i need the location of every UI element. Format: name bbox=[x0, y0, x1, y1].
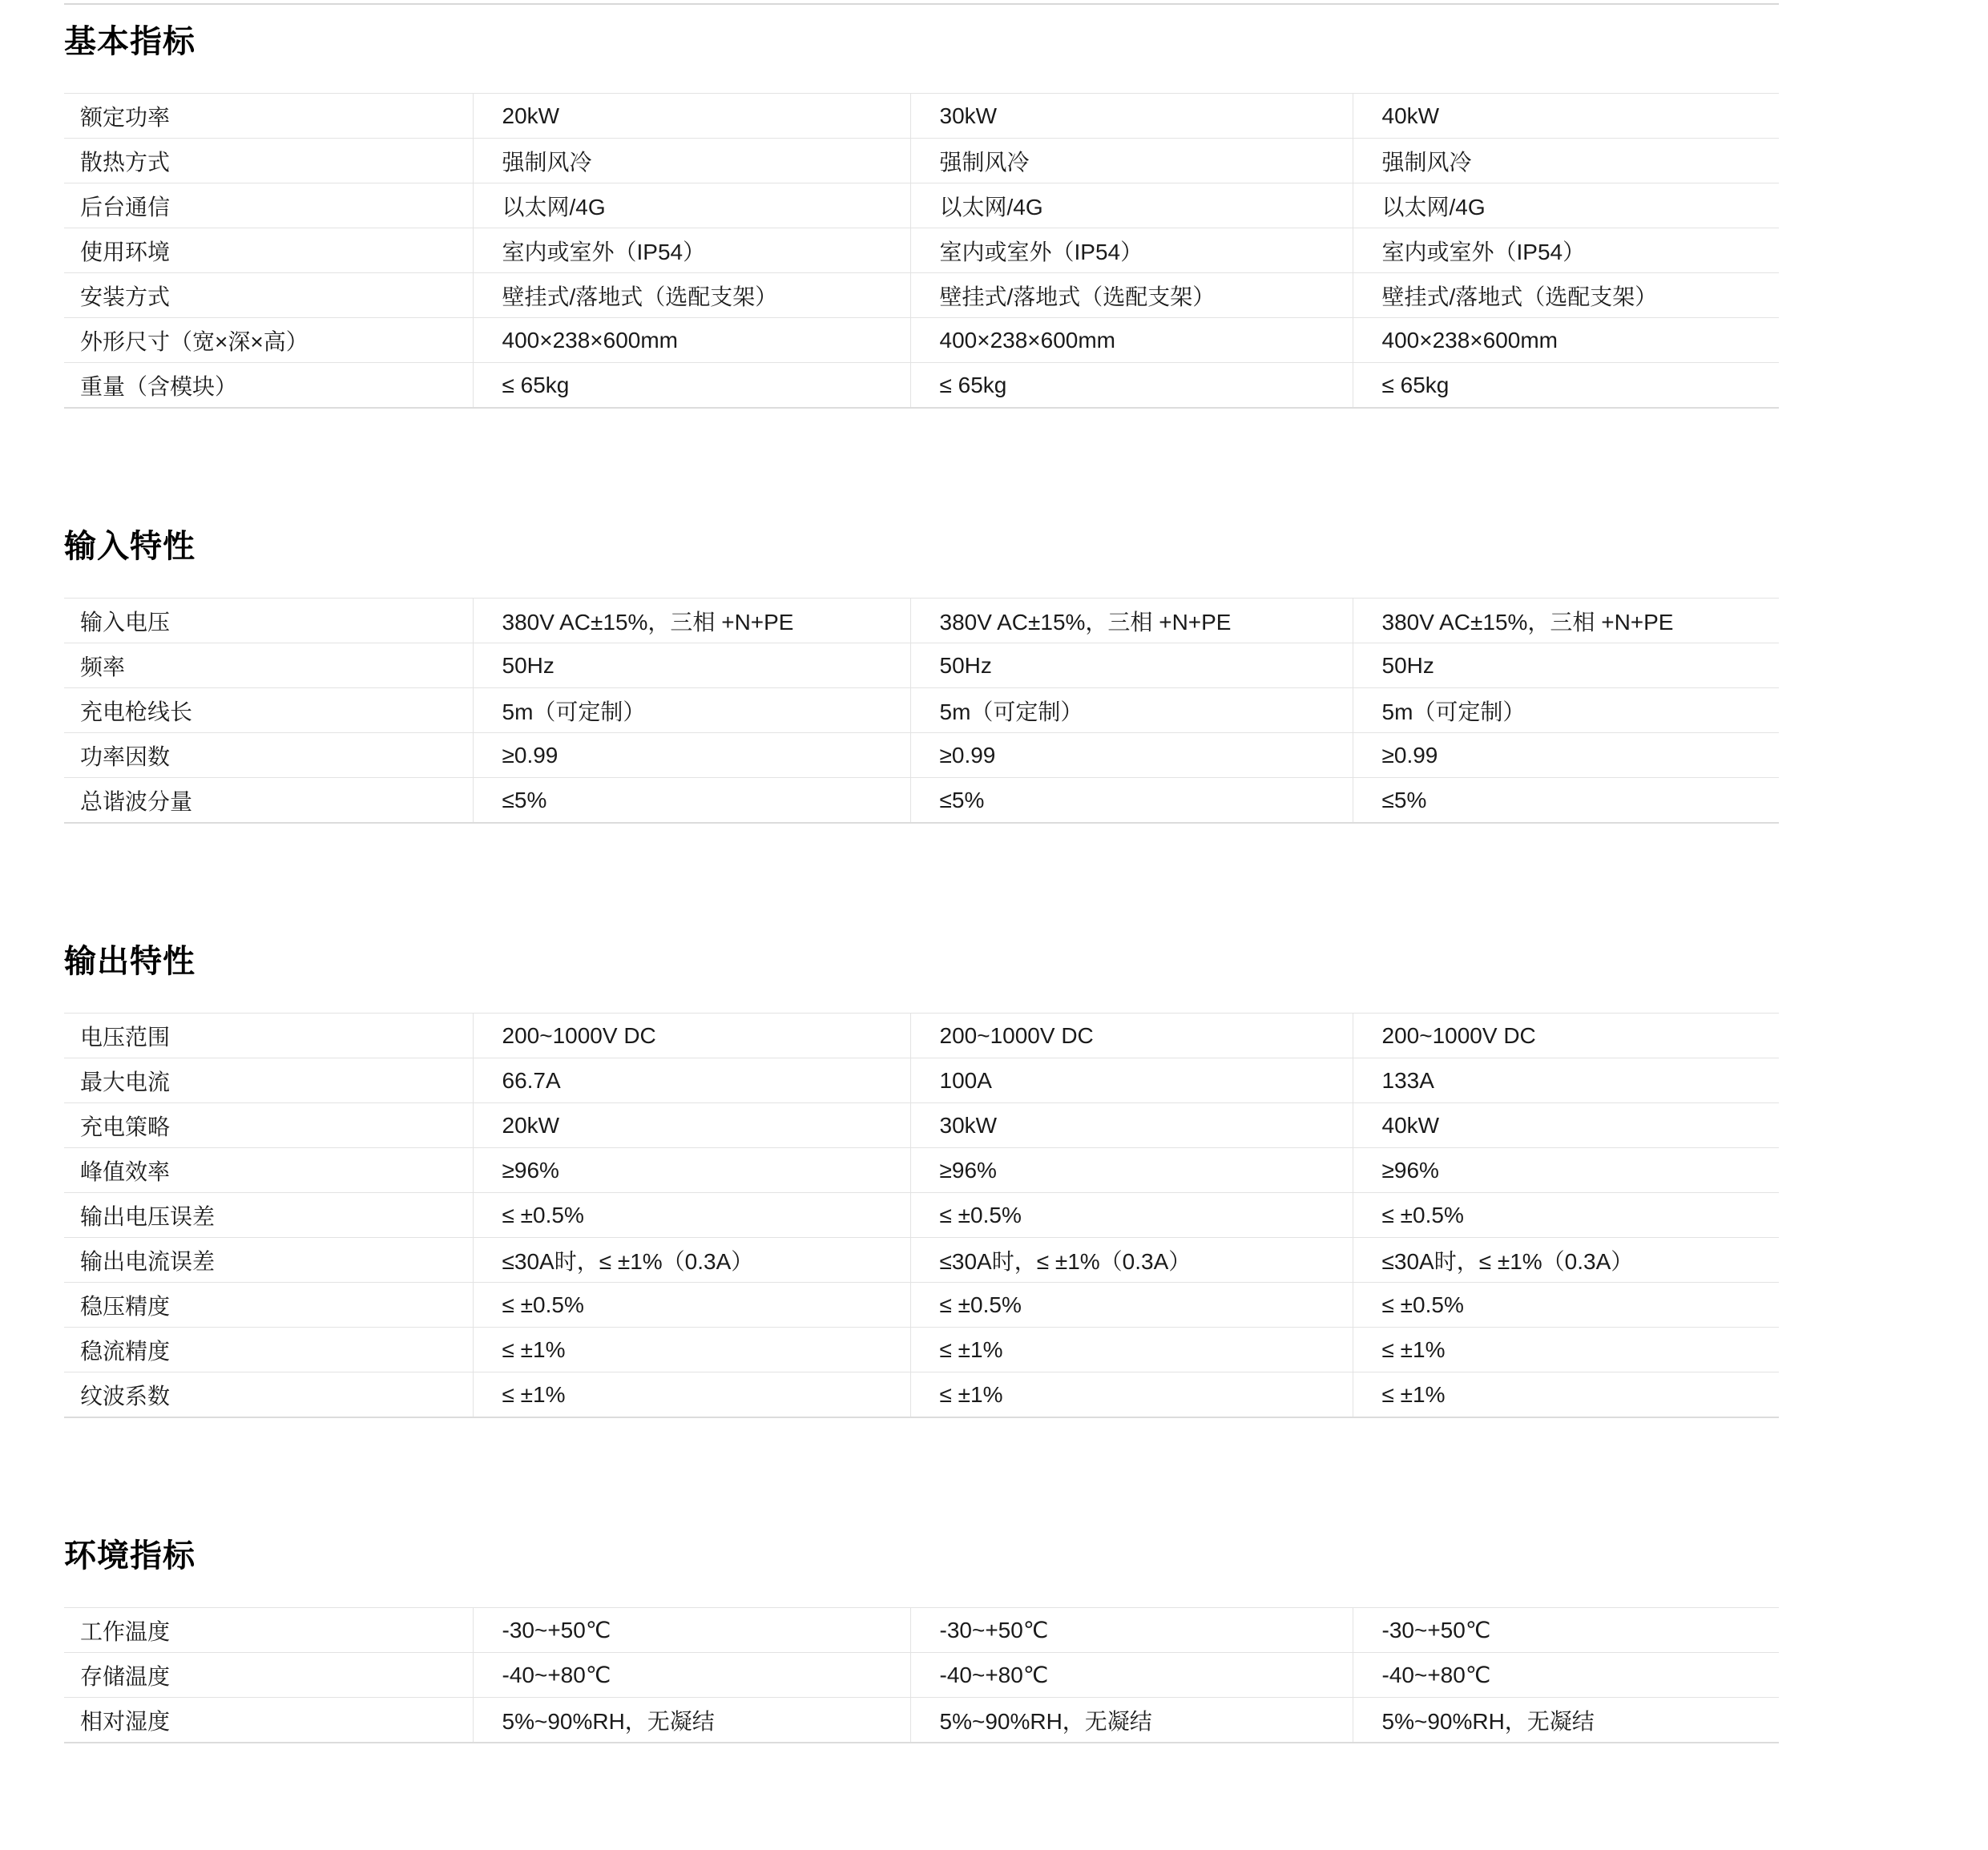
spec-value: 30kW bbox=[910, 1103, 1353, 1148]
section-title: 基本指标 bbox=[64, 24, 196, 59]
spec-value: 20kW bbox=[473, 94, 910, 139]
spec-row bbox=[64, 1014, 1779, 1058]
spec-label: 使用环境 bbox=[64, 228, 473, 273]
spec-label: 输出电压误差 bbox=[64, 1193, 473, 1238]
spec-section bbox=[64, 1538, 1779, 1743]
spec-value: ≤30A时，≤ ±1%（0.3A） bbox=[1353, 1238, 1779, 1283]
spec-document bbox=[64, 3, 1779, 1743]
spec-value: -40~+80℃ bbox=[1353, 1653, 1779, 1698]
spec-value: ≤ ±0.5% bbox=[1353, 1193, 1779, 1238]
top-divider bbox=[64, 3, 1779, 5]
spec-row bbox=[64, 139, 1779, 183]
spec-row bbox=[64, 1238, 1779, 1283]
spec-label: 充电枪线长 bbox=[64, 688, 473, 733]
spec-row bbox=[64, 1103, 1779, 1148]
spec-label: 输入电压 bbox=[64, 599, 473, 643]
spec-label: 外形尺寸（宽×深×高） bbox=[64, 318, 473, 363]
spec-value: ≤5% bbox=[473, 778, 910, 824]
spec-value: -40~+80℃ bbox=[473, 1653, 910, 1698]
spec-value: 强制风冷 bbox=[1353, 139, 1779, 183]
section-title: 环境指标 bbox=[64, 1538, 196, 1574]
spec-row bbox=[64, 599, 1779, 643]
spec-value: 380V AC±15%，三相 +N+PE bbox=[1353, 599, 1779, 643]
spec-value: 380V AC±15%，三相 +N+PE bbox=[910, 599, 1353, 643]
spec-table bbox=[64, 598, 1779, 824]
spec-row bbox=[64, 1193, 1779, 1238]
spec-value: 400×238×600mm bbox=[473, 318, 910, 363]
spec-value: 5%~90%RH，无凝结 bbox=[1353, 1698, 1779, 1743]
spec-label: 散热方式 bbox=[64, 139, 473, 183]
spec-row bbox=[64, 94, 1779, 139]
spec-value: 400×238×600mm bbox=[910, 318, 1353, 363]
spec-label: 存储温度 bbox=[64, 1653, 473, 1698]
spec-label: 输出电流误差 bbox=[64, 1238, 473, 1283]
spec-row bbox=[64, 183, 1779, 228]
spec-value: ≤ 65kg bbox=[1353, 363, 1779, 409]
spec-value: 室内或室外（IP54） bbox=[910, 228, 1353, 273]
spec-row bbox=[64, 1653, 1779, 1698]
spec-table bbox=[64, 1013, 1779, 1418]
spec-label: 电压范围 bbox=[64, 1014, 473, 1058]
spec-label: 额定功率 bbox=[64, 94, 473, 139]
spec-row bbox=[64, 643, 1779, 688]
spec-value: 室内或室外（IP54） bbox=[473, 228, 910, 273]
spec-section bbox=[64, 529, 1779, 824]
spec-value: 200~1000V DC bbox=[910, 1014, 1353, 1058]
spec-value: 5%~90%RH，无凝结 bbox=[473, 1698, 910, 1743]
spec-label: 安装方式 bbox=[64, 273, 473, 318]
spec-label: 峰值效率 bbox=[64, 1148, 473, 1193]
spec-row bbox=[64, 1372, 1779, 1418]
spec-value: 50Hz bbox=[1353, 643, 1779, 688]
spec-value: 5m（可定制） bbox=[910, 688, 1353, 733]
spec-label: 重量（含模块） bbox=[64, 363, 473, 409]
spec-value: 壁挂式/落地式（选配支架） bbox=[473, 273, 910, 318]
spec-row bbox=[64, 318, 1779, 363]
spec-value: ≤ ±1% bbox=[473, 1328, 910, 1372]
spec-row bbox=[64, 1328, 1779, 1372]
spec-value: ≤ ±1% bbox=[473, 1372, 910, 1418]
spec-value: 壁挂式/落地式（选配支架） bbox=[1353, 273, 1779, 318]
spec-label: 功率因数 bbox=[64, 733, 473, 778]
spec-value: ≤ 65kg bbox=[910, 363, 1353, 409]
spec-value: ≥96% bbox=[473, 1148, 910, 1193]
spec-value: -30~+50℃ bbox=[1353, 1608, 1779, 1653]
spec-row bbox=[64, 1058, 1779, 1103]
spec-value: 40kW bbox=[1353, 94, 1779, 139]
spec-value: ≥96% bbox=[910, 1148, 1353, 1193]
spec-label: 稳压精度 bbox=[64, 1283, 473, 1328]
spec-value: 380V AC±15%，三相 +N+PE bbox=[473, 599, 910, 643]
spec-row bbox=[64, 228, 1779, 273]
section-title: 输入特性 bbox=[64, 529, 196, 564]
spec-row bbox=[64, 1698, 1779, 1743]
spec-value: 20kW bbox=[473, 1103, 910, 1148]
spec-label: 后台通信 bbox=[64, 183, 473, 228]
spec-label: 相对湿度 bbox=[64, 1698, 473, 1743]
spec-label: 稳流精度 bbox=[64, 1328, 473, 1372]
spec-value: ≤30A时，≤ ±1%（0.3A） bbox=[473, 1238, 910, 1283]
spec-table bbox=[64, 93, 1779, 409]
spec-value: ≤5% bbox=[1353, 778, 1779, 824]
spec-value: 30kW bbox=[910, 94, 1353, 139]
spec-row bbox=[64, 1608, 1779, 1653]
spec-value: 壁挂式/落地式（选配支架） bbox=[910, 273, 1353, 318]
spec-row bbox=[64, 273, 1779, 318]
spec-label: 工作温度 bbox=[64, 1608, 473, 1653]
spec-label: 频率 bbox=[64, 643, 473, 688]
spec-row bbox=[64, 688, 1779, 733]
spec-table bbox=[64, 1607, 1779, 1743]
spec-value: 40kW bbox=[1353, 1103, 1779, 1148]
spec-value: 5m（可定制） bbox=[1353, 688, 1779, 733]
spec-value: 以太网/4G bbox=[910, 183, 1353, 228]
spec-value: -40~+80℃ bbox=[910, 1653, 1353, 1698]
section-title: 输出特性 bbox=[64, 944, 196, 979]
spec-value: 以太网/4G bbox=[1353, 183, 1779, 228]
spec-row bbox=[64, 778, 1779, 824]
spec-value: 室内或室外（IP54） bbox=[1353, 228, 1779, 273]
spec-label: 充电策略 bbox=[64, 1103, 473, 1148]
spec-value: 200~1000V DC bbox=[1353, 1014, 1779, 1058]
spec-value: 5%~90%RH，无凝结 bbox=[910, 1698, 1353, 1743]
spec-row bbox=[64, 1283, 1779, 1328]
spec-value: ≤5% bbox=[910, 778, 1353, 824]
spec-section bbox=[64, 944, 1779, 1418]
spec-value: ≤30A时，≤ ±1%（0.3A） bbox=[910, 1238, 1353, 1283]
spec-value: ≤ ±0.5% bbox=[910, 1193, 1353, 1238]
spec-value: 133A bbox=[1353, 1058, 1779, 1103]
spec-row bbox=[64, 733, 1779, 778]
spec-label: 纹波系数 bbox=[64, 1372, 473, 1418]
spec-row bbox=[64, 363, 1779, 409]
spec-value: -30~+50℃ bbox=[910, 1608, 1353, 1653]
spec-value: 400×238×600mm bbox=[1353, 318, 1779, 363]
spec-value: ≥96% bbox=[1353, 1148, 1779, 1193]
spec-value: ≤ ±0.5% bbox=[473, 1283, 910, 1328]
spec-value: 以太网/4G bbox=[473, 183, 910, 228]
spec-value: ≥0.99 bbox=[473, 733, 910, 778]
spec-value: 66.7A bbox=[473, 1058, 910, 1103]
spec-value: ≤ ±1% bbox=[910, 1328, 1353, 1372]
spec-value: ≤ ±1% bbox=[1353, 1372, 1779, 1418]
sections-container bbox=[64, 24, 1779, 1743]
spec-value: 强制风冷 bbox=[910, 139, 1353, 183]
spec-value: 50Hz bbox=[473, 643, 910, 688]
spec-value: 100A bbox=[910, 1058, 1353, 1103]
spec-label: 最大电流 bbox=[64, 1058, 473, 1103]
spec-value: ≤ ±0.5% bbox=[910, 1283, 1353, 1328]
spec-row bbox=[64, 1148, 1779, 1193]
spec-value: ≤ ±0.5% bbox=[1353, 1283, 1779, 1328]
spec-value: -30~+50℃ bbox=[473, 1608, 910, 1653]
spec-value: ≥0.99 bbox=[1353, 733, 1779, 778]
spec-value: ≤ ±1% bbox=[910, 1372, 1353, 1418]
spec-value: 200~1000V DC bbox=[473, 1014, 910, 1058]
spec-section bbox=[64, 24, 1779, 409]
spec-value: ≥0.99 bbox=[910, 733, 1353, 778]
spec-value: 5m（可定制） bbox=[473, 688, 910, 733]
spec-value: ≤ ±1% bbox=[1353, 1328, 1779, 1372]
spec-label: 总谐波分量 bbox=[64, 778, 473, 824]
spec-value: ≤ ±0.5% bbox=[473, 1193, 910, 1238]
spec-value: 50Hz bbox=[910, 643, 1353, 688]
spec-value: ≤ 65kg bbox=[473, 363, 910, 409]
spec-value: 强制风冷 bbox=[473, 139, 910, 183]
